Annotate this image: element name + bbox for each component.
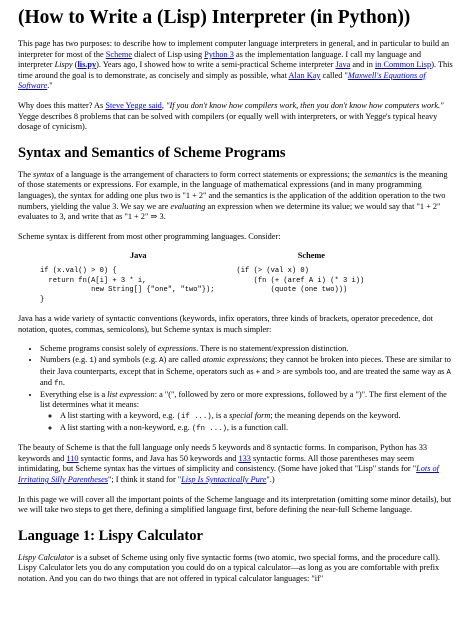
java-code-block: if (x.val() > 0) { return fn(A[i] + 3 * i, new String[] {"one", "two"}); } (40, 266, 215, 304)
text: A list starting with a non-keyword, e.g. (60, 422, 192, 432)
text: an expression when we determine its value; we would say that "1 + 2" evaluates to 3, and write that as "1 + 2" ⇒ 3. (18, 201, 441, 222)
syntax-term: syntax (32, 169, 55, 179)
java-forms-link[interactable]: 133 (238, 453, 251, 463)
scheme-code-block: (if (> (val x) 0) (fn (+ (aref A i) (* 3 i)) (quote (one two))) (236, 266, 365, 295)
list-item (60, 423, 456, 435)
intro-paragraph (18, 39, 456, 92)
section-heading-syntax: Syntax and Semantics of Scheme Programs (18, 144, 286, 161)
text: ). Years ago, I showed how to write a semi-practical Scheme interpreter (96, 60, 336, 70)
list-item (40, 344, 456, 355)
text: called " (320, 70, 348, 80)
text: ; they cannot be broken into pieces. These are similar to their Java counterparts, except that in Scheme, operators such as (40, 355, 451, 376)
text: and (260, 366, 277, 376)
expressions-term: expressions (157, 344, 197, 354)
text: "; I think it stand for " (108, 475, 182, 484)
scheme-syntax-list (18, 344, 456, 434)
python-forms-link[interactable]: 110 (66, 453, 79, 463)
yegge-quote: "If you don't know how compilers work, then you don't know how computers work." (165, 100, 444, 110)
overview-paragraph: In this page we will cover all the important points of the Scheme language and its interpretation (omitting some minor details), but we will take two steps to get there, defining a simplified language first, before defining the near-full Scheme language. (18, 494, 452, 515)
text: Everything else is a (40, 389, 108, 399)
text: is a subset of Scheme using only five syntactic forms (two atomic, two special forms, and the procedure call). Lispy Calculator lets you do any computation you could do on a typical calculator—as long as you are comfortable with prefix notation. And you can do two things that are not offered in typical calculator languages: "if" (18, 552, 440, 583)
list-expression-sublist (40, 411, 456, 434)
inline-code: A (159, 357, 164, 366)
text: The beauty of Scheme is that the full language only needs 5 keywords and 8 syntactic forms. In comparison, Python has 33 keywords and (18, 443, 427, 463)
why-paragraph (18, 101, 456, 133)
text: , is a (211, 411, 230, 421)
python3-link[interactable]: Python 3 (204, 49, 234, 59)
list-item (60, 411, 456, 423)
inline-code: A (446, 368, 451, 377)
special-form-term: special form (229, 411, 271, 421)
lispy-source-link[interactable]: lis.py (77, 60, 97, 70)
java-syntax-paragraph: Java has a wide variety of syntactic conventions (keywords, infix operators, three kinds of brackets, operator precedence, dot notation, quotes, commas, semicolons), but Scheme syntax is much simpler: (18, 314, 433, 334)
semantics-term: semantics (364, 169, 398, 179)
text: Yegge describes 8 problems that can be solved with compilers (or equally well with interpreters, or with Yegge's typical heavy dosage of cynicism). (18, 111, 438, 132)
text: . There is no statement/expression distinction. (196, 344, 349, 354)
page-title: (How to Write a (Lisp) Interpreter (in Python)) (18, 7, 411, 28)
text: Why does this matter? As (18, 100, 106, 110)
text: This page has two purposes: to describe how to implement computer language interpreters in general, and in particular to build an interpreter for most of the (18, 39, 450, 59)
text: ). This time around the goal is to demonstrate, as concisely and simply as possible, what (18, 60, 453, 80)
text: Numbers (e.g. (40, 355, 90, 365)
list-item (40, 390, 456, 434)
code-comparison-table (40, 251, 386, 305)
scheme-link[interactable]: Scheme (105, 49, 133, 59)
text: , is a function call. (226, 422, 289, 432)
consider-paragraph: Scheme syntax is different from most other programming languages. Consider: (18, 231, 281, 241)
alan-kay-link[interactable]: Alan Kay (288, 70, 321, 80)
lispy-emphasis: Lispy (54, 60, 73, 70)
lispy-calculator-paragraph (18, 553, 456, 585)
text: are symbols too, and are treated the same way as (280, 366, 447, 376)
inline-code: (if ...) (176, 413, 212, 422)
list-expression-term: list expression (107, 389, 155, 399)
text: The (18, 169, 33, 179)
text: ." (47, 81, 53, 91)
text: ) are called (163, 355, 203, 365)
list-item (40, 355, 456, 390)
inline-code: 1 (89, 357, 94, 366)
java-link[interactable]: Java (335, 60, 351, 70)
text: A list starting with a keyword, e.g. (60, 411, 177, 421)
text: ; the meaning depends on the keyword. (270, 411, 401, 421)
text: and in (350, 60, 375, 70)
text: ( (72, 60, 78, 70)
syntactically-pure-link[interactable]: Lisp Is Syntactically Pure (181, 475, 267, 484)
maxwell-equations-link[interactable]: Maxwell's Equations of Software (18, 70, 426, 91)
text: and (40, 378, 55, 388)
text: , (161, 100, 166, 110)
java-column-header: Java (129, 251, 147, 261)
steve-yegge-link[interactable]: Steve Yegge said (105, 100, 162, 110)
inline-code: > (276, 368, 281, 377)
text: ) and symbols (e.g. (93, 355, 160, 365)
text: is the meaning of those statements or expressions. For example, in the language of mathematical expressions (and in many programming languages), the syntax for adding one plus two is "1 + 2" and the semantics is the application of the addition operation to the two numbers, yielding the value 3. We say we are (18, 169, 448, 211)
common-lisp-link[interactable]: in Common Lisp (374, 60, 432, 70)
text: Scheme programs consist solely of (40, 344, 158, 354)
inline-code: (fn ...) (191, 424, 227, 433)
text: dialect of Lisp using (132, 49, 205, 59)
section-heading-lispy-calculator: Language 1: Lispy Calculator (18, 527, 203, 544)
evaluating-term: evaluating (170, 201, 206, 211)
inline-code: + (255, 368, 261, 377)
scheme-column-header: Scheme (297, 251, 325, 261)
atomic-expressions-term: atomic expressions (202, 355, 266, 365)
text: syntactic forms, and Java has 50 keywords and (78, 453, 239, 463)
text: of a language is the arrangement of characters to form correct statements or expressions; the (54, 169, 365, 179)
text: . (62, 378, 65, 388)
lispy-calculator-term: Lispy Calculator (18, 552, 75, 562)
text: syntactic forms. All those parentheses may seem intimidating, but Scheme syntax has the virtues of simplicity and consistency. (Some have joked that "Lisp" stands for " (18, 453, 417, 474)
syntax-paragraph (18, 170, 456, 223)
inline-code: fn (54, 380, 63, 389)
irritating-parentheses-link[interactable]: Lots of Irritating Silly Parentheses (18, 464, 439, 484)
text: ".) (266, 475, 275, 484)
text: as the implementation language. I call my language and interpreter (18, 49, 421, 70)
text: : a "(", followed by zero or more expressions, followed by a ")". The first element of the list determines what it means: (40, 389, 447, 410)
beauty-paragraph (18, 443, 456, 485)
